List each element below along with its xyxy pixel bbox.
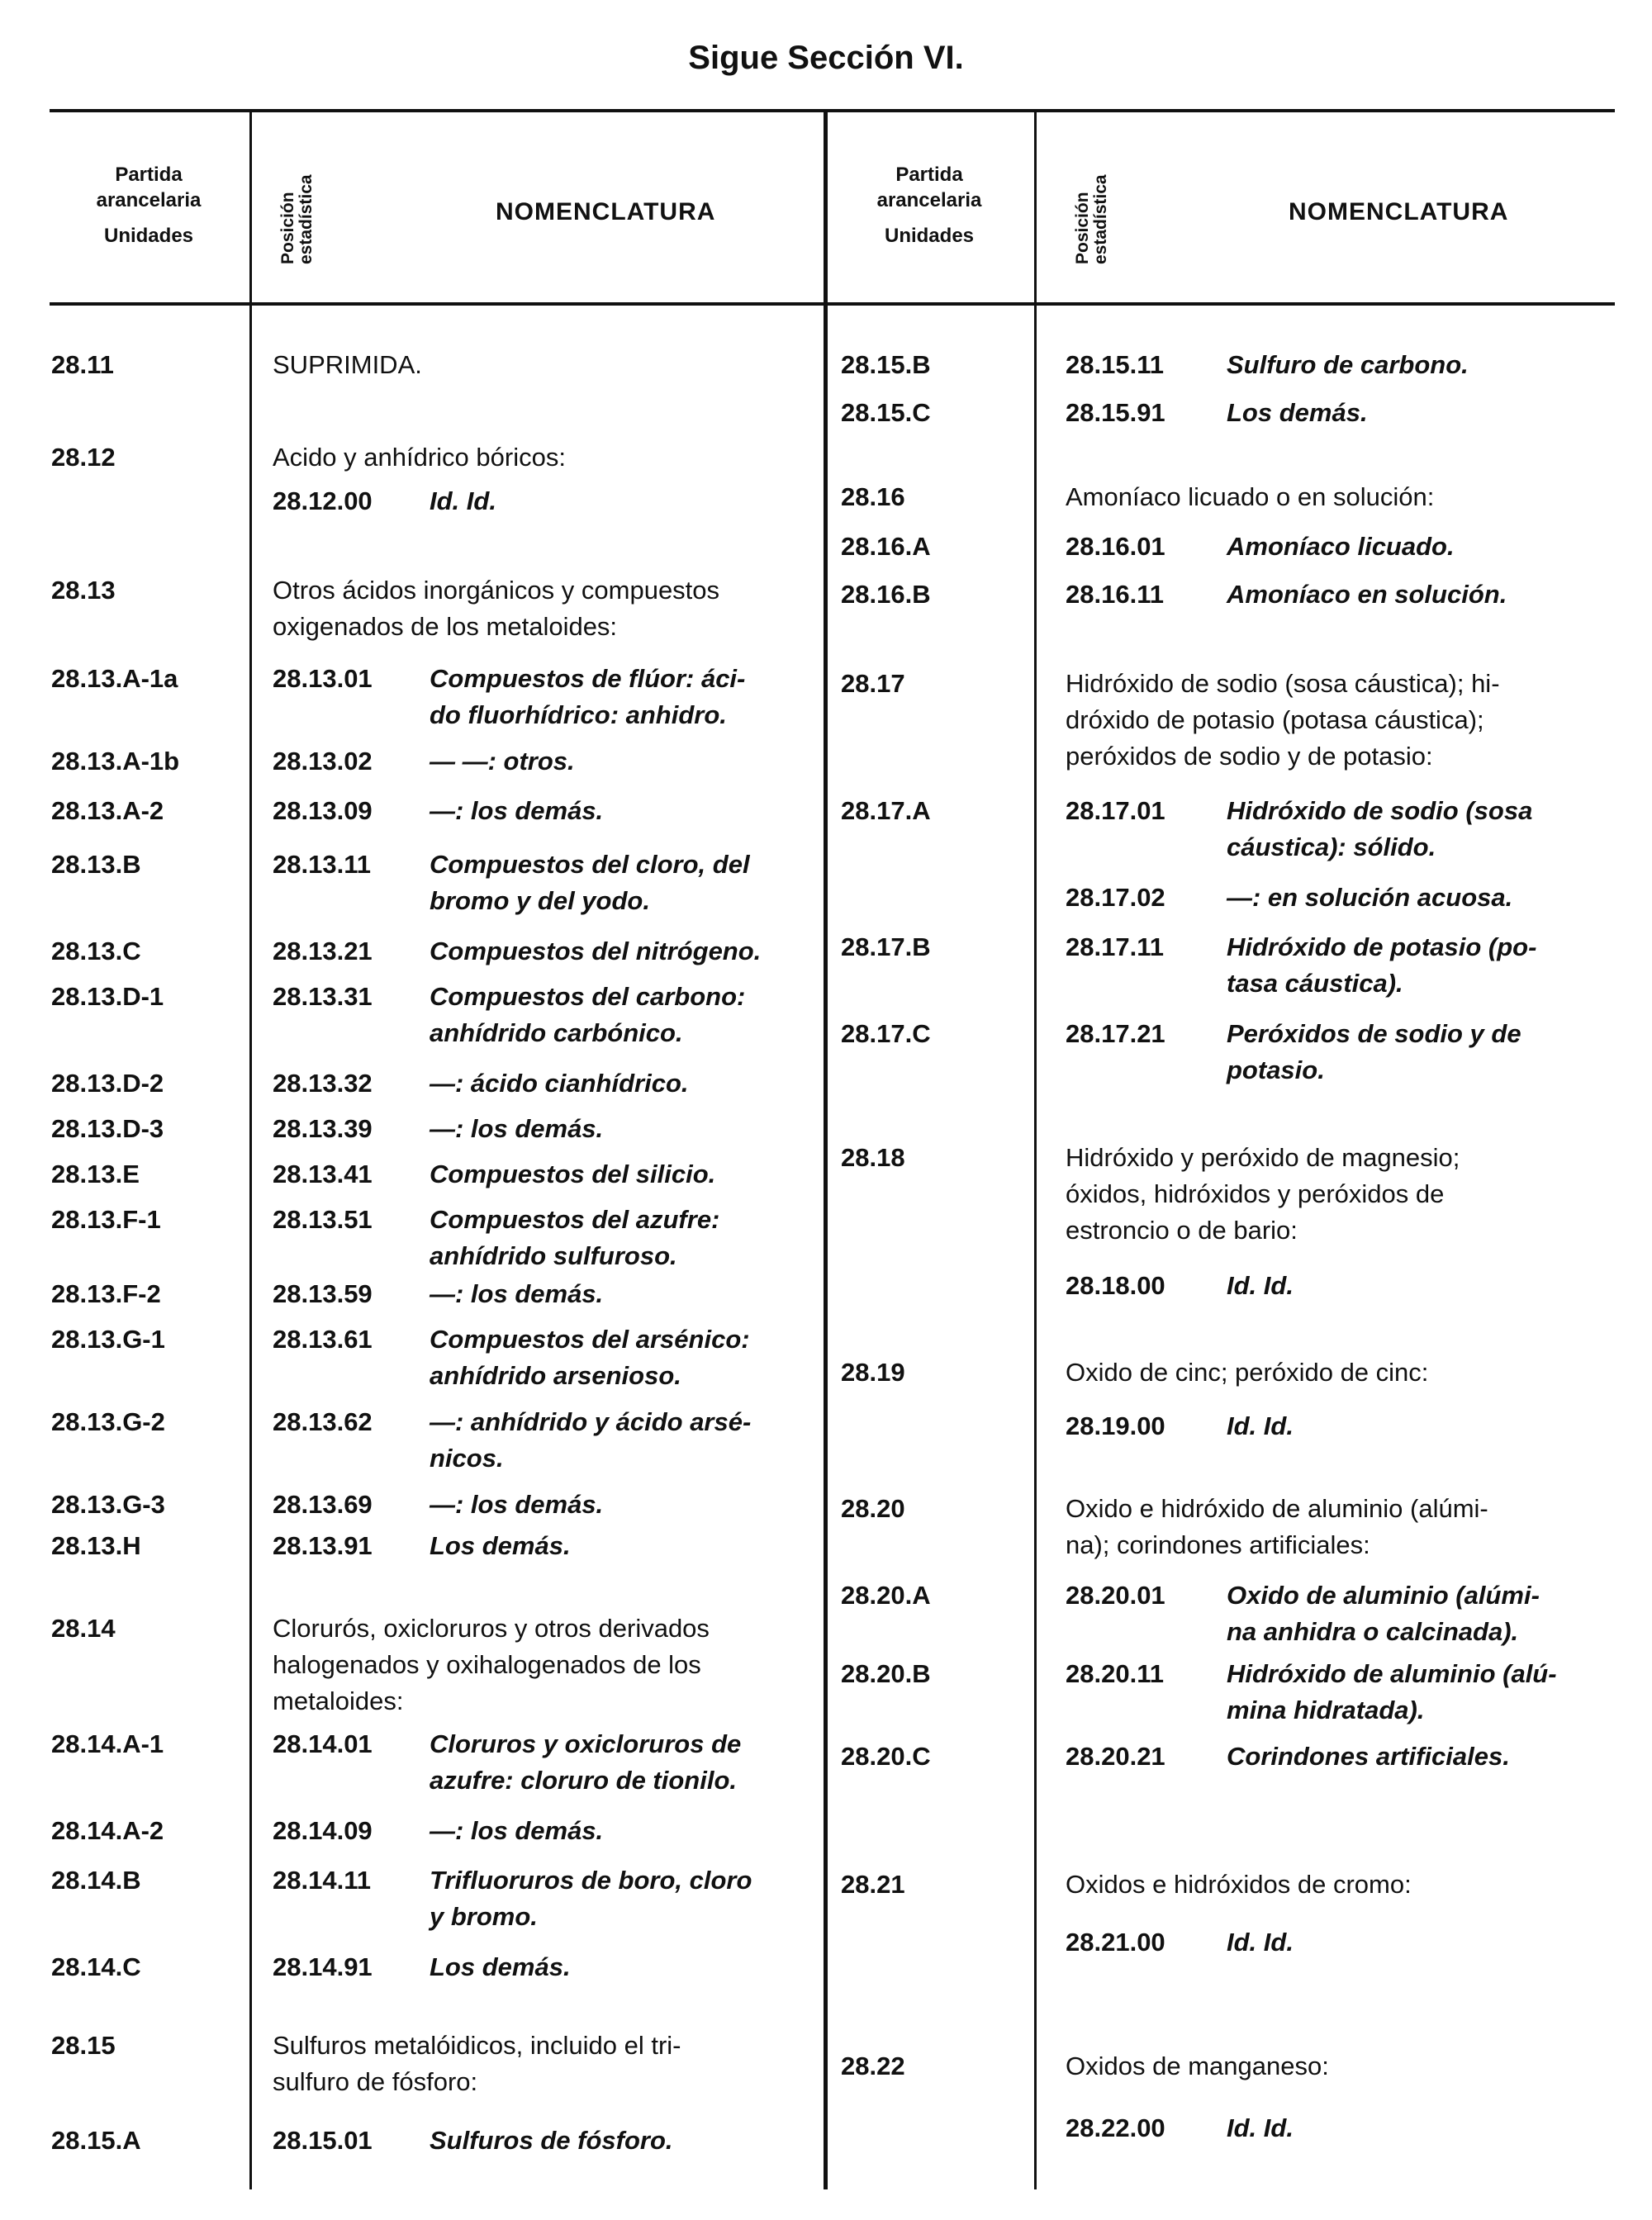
nomenclature-line: Hidróxido de sodio (sosa <box>1227 796 1533 825</box>
posicion-code: 28.17.21 <box>1066 1019 1165 1048</box>
nomenclature-text <box>1066 479 1611 515</box>
nomenclature-line: —: ácido cianhídrico. <box>430 1069 689 1098</box>
partida-code: 28.17 <box>841 669 905 698</box>
nomenclature-text <box>430 1404 809 1477</box>
nomenclature-text <box>1227 1656 1602 1729</box>
posicion-code: 28.18.00 <box>1066 1271 1165 1300</box>
nomenclature-text <box>430 1276 809 1312</box>
posicion-code: 28.13.62 <box>273 1407 373 1436</box>
partida-code: 28.13.A-1b <box>51 747 180 776</box>
posicion-code: 28.14.91 <box>273 1952 373 1981</box>
page-title: Sigue Sección VI. <box>688 40 964 76</box>
nomenclature-line: tasa cáustica). <box>1227 969 1403 998</box>
nomenclature-text <box>1227 1408 1602 1444</box>
nomenclature-line: Los demás. <box>430 1952 571 1981</box>
partida-code: 28.13.A-1a <box>51 664 178 693</box>
partida-code: 28.14.A-1 <box>51 1729 164 1758</box>
posicion-code: 28.14.09 <box>273 1816 373 1845</box>
nomenclature-line: —: los demás. <box>430 1279 604 1308</box>
nomenclature-line: —: los demás. <box>430 1114 604 1143</box>
partida-code: 28.17.B <box>841 932 931 961</box>
nomenclature-text <box>430 2123 809 2159</box>
partida-code: 28.14.C <box>51 1952 141 1981</box>
partida-code: 28.13.D-1 <box>51 982 164 1011</box>
posicion-code: 28.21.00 <box>1066 1928 1165 1957</box>
nomenclature-text <box>430 1726 809 1799</box>
nomenclature-line: Amoníaco licuado. <box>1227 532 1455 561</box>
posicion-code: 28.13.31 <box>273 982 373 1011</box>
posicion-code: 28.13.59 <box>273 1279 373 1308</box>
nomenclature-line: —: los demás. <box>430 1816 604 1845</box>
nomenclature-text <box>1227 1016 1602 1089</box>
nomenclature-text <box>430 483 809 519</box>
nomenclature-text <box>1227 2110 1602 2146</box>
partida-code: 28.13 <box>51 576 116 605</box>
partida-code: 28.19 <box>841 1358 905 1387</box>
nomenclature-line: Acido y anhídrico bóricos: <box>273 443 566 472</box>
posicion-code: 28.13.11 <box>273 850 371 879</box>
nomenclature-line: anhídrido arsenioso. <box>430 1361 681 1390</box>
partida-code: 28.14 <box>51 1614 116 1643</box>
posicion-code: 28.16.01 <box>1066 532 1165 561</box>
nomenclature-line: Sulfuro de carbono. <box>1227 350 1469 379</box>
nomenclature-text <box>1066 1491 1611 1563</box>
nomenclature-line: Oxidos de manganeso: <box>1066 2052 1329 2080</box>
nomenclature-text <box>1227 1924 1602 1961</box>
posicion-code: 28.22.00 <box>1066 2113 1165 2142</box>
posicion-code: 28.13.39 <box>273 1114 373 1143</box>
partida-code: 28.13.G-2 <box>51 1407 165 1436</box>
posicion-code: 28.17.11 <box>1066 932 1164 961</box>
partida-code: 28.13.D-2 <box>51 1069 164 1098</box>
nomenclature-line: Id. Id. <box>1227 1411 1294 1440</box>
posicion-code: 28.19.00 <box>1066 1411 1165 1440</box>
partida-code: 28.13.F-1 <box>51 1205 161 1234</box>
nomenclature-line: Compuestos del azufre: <box>430 1205 720 1234</box>
posicion-code: 28.13.51 <box>273 1205 373 1234</box>
nomenclature-line: estroncio o de bario: <box>1066 1216 1298 1245</box>
nomenclature-line: potasio. <box>1227 1055 1325 1084</box>
posicion-code: 28.15.01 <box>273 2126 373 2155</box>
nomenclature-text <box>1227 793 1602 866</box>
nomenclature-text <box>430 847 809 919</box>
nomenclature-line: — —: otros. <box>430 747 575 776</box>
nomenclature-text <box>1066 1140 1611 1249</box>
nomenclature-line: y bromo. <box>430 1902 538 1931</box>
posicion-code: 28.20.01 <box>1066 1581 1165 1610</box>
nomenclature-text <box>430 1862 809 1935</box>
nomenclature-line: —: los demás. <box>430 1490 604 1519</box>
nomenclature-line: metaloides: <box>273 1686 404 1715</box>
partida-code: 28.11 <box>51 350 114 379</box>
nomenclature-line: halogenados y oxihalogenados de los <box>273 1650 701 1679</box>
nomenclature-text <box>430 1202 809 1274</box>
posicion-code: 28.13.02 <box>273 747 373 776</box>
nomenclature-line: Peróxidos de sodio y de <box>1227 1019 1521 1048</box>
partida-code: 28.13.G-1 <box>51 1325 165 1354</box>
partida-code: 28.20.B <box>841 1659 931 1688</box>
partida-code: 28.17.A <box>841 796 931 825</box>
nomenclature-line: mina hidratada). <box>1227 1696 1425 1724</box>
nomenclature-line: Id. Id. <box>1227 1271 1294 1300</box>
nomenclature-text <box>273 347 805 383</box>
partida-code: 28.16.B <box>841 580 931 609</box>
nomenclature-text <box>430 979 809 1051</box>
nomenclature-line: Id. Id. <box>430 486 496 515</box>
divider-right-partida <box>1034 112 1037 2189</box>
nomenclature-line: Corindones artificiales. <box>1227 1742 1510 1771</box>
partida-code: 28.13.D-3 <box>51 1114 164 1143</box>
nomenclature-line: oxigenados de los metaloides: <box>273 612 618 641</box>
partida-code: 28.13.C <box>51 937 141 965</box>
posicion-code: 28.13.69 <box>273 1490 373 1519</box>
posicion-code: 28.13.21 <box>273 937 373 965</box>
nomenclature-text <box>430 1813 809 1849</box>
nomenclature-text <box>1066 1867 1611 1903</box>
nomenclature-line: do fluorhídrico: anhidro. <box>430 700 727 729</box>
partida-code: 28.14.A-2 <box>51 1816 164 1845</box>
nomenclature-line: Compuestos del carbono: <box>430 982 746 1011</box>
partida-code: 28.21 <box>841 1870 905 1899</box>
header-rule <box>50 302 1615 306</box>
partida-code: 28.20 <box>841 1494 905 1523</box>
nomenclature-line: SUPRIMIDA. <box>273 350 422 379</box>
nomenclature-text <box>1066 1354 1611 1391</box>
partida-code: 28.13.F-2 <box>51 1279 161 1308</box>
nomenclature-text <box>1227 395 1602 431</box>
partida-code: 28.22 <box>841 2052 905 2080</box>
nomenclature-line: Amoníaco licuado o en solución: <box>1066 482 1435 511</box>
nomenclature-text <box>273 439 805 476</box>
nomenclature-text <box>1227 929 1602 1002</box>
nomenclature-text <box>430 1528 809 1564</box>
nomenclature-text <box>430 1321 809 1394</box>
nomenclature-line: Sulfuros de fósforo. <box>430 2126 673 2155</box>
posicion-code: 28.17.02 <box>1066 883 1165 912</box>
nomenclature-text <box>1227 347 1602 383</box>
nomenclature-text <box>1227 880 1602 916</box>
nomenclature-text <box>273 572 805 645</box>
posicion-code: 28.20.21 <box>1066 1742 1165 1771</box>
nomenclature-line: Otros ácidos inorgánicos y compuestos <box>273 576 720 605</box>
nomenclature-line: na); corindones artificiales: <box>1066 1530 1370 1559</box>
posicion-code: 28.15.11 <box>1066 350 1164 379</box>
header-posicion-right: Posición estadística <box>1073 174 1110 264</box>
nomenclature-line: Sulfuros metalóidicos, incluido el tri- <box>273 2031 681 2060</box>
header-partida-left: Partida arancelaria Unidades <box>96 164 202 247</box>
nomenclature-line: Hidróxido de aluminio (alú- <box>1227 1659 1557 1688</box>
nomenclature-text <box>1227 1577 1602 1650</box>
posicion-code: 28.13.01 <box>273 664 373 693</box>
nomenclature-line: Trifluoruros de boro, cloro <box>430 1866 752 1895</box>
nomenclature-text <box>1227 529 1602 565</box>
nomenclature-line: nicos. <box>430 1444 504 1473</box>
nomenclature-line: Compuestos del silicio. <box>430 1160 716 1188</box>
nomenclature-line: azufre: cloruro de tionilo. <box>430 1766 738 1795</box>
partida-code: 28.13.B <box>51 850 141 879</box>
posicion-code: 28.13.61 <box>273 1325 373 1354</box>
partida-code: 28.13.A-2 <box>51 796 164 825</box>
header-nomenclatura-left: NOMENCLATURA <box>496 198 716 225</box>
nomenclature-text <box>1066 2048 1611 2085</box>
nomenclature-line: —: anhídrido y ácido arsé- <box>430 1407 752 1436</box>
partida-code: 28.13.H <box>51 1531 141 1560</box>
nomenclature-line: Id. Id. <box>1227 2113 1294 2142</box>
partida-code: 28.14.B <box>51 1866 141 1895</box>
partida-code: 28.20.A <box>841 1581 931 1610</box>
nomenclature-line: —: en solución acuosa. <box>1227 883 1513 912</box>
nomenclature-line: Amoníaco en solución. <box>1227 580 1507 609</box>
nomenclature-line: Compuestos del nitrógeno. <box>430 937 762 965</box>
posicion-code: 28.12.00 <box>273 486 373 515</box>
nomenclature-line: bromo y del yodo. <box>430 886 650 915</box>
nomenclature-line: Hidróxido y peróxido de magnesio; <box>1066 1143 1460 1172</box>
nomenclature-text <box>1227 1739 1602 1775</box>
nomenclature-line: cáustica): sólido. <box>1227 832 1436 861</box>
nomenclature-text <box>430 1156 809 1193</box>
nomenclature-line: na anhidra o calcinada). <box>1227 1617 1519 1646</box>
divider-center <box>824 112 828 2189</box>
partida-code: 28.15.B <box>841 350 931 379</box>
nomenclature-text <box>1227 1268 1602 1304</box>
nomenclature-line: Oxidos e hidróxidos de cromo: <box>1066 1870 1412 1899</box>
nomenclature-text <box>430 1065 809 1102</box>
posicion-code: 28.16.11 <box>1066 580 1164 609</box>
partida-code: 28.12 <box>51 443 116 472</box>
nomenclature-line: Hidróxido de sodio (sosa cáustica); hi- <box>1066 669 1500 698</box>
nomenclature-line: —: los demás. <box>430 796 604 825</box>
nomenclature-line: Compuestos de flúor: áci- <box>430 664 746 693</box>
nomenclature-text <box>273 1610 805 1720</box>
nomenclature-line: dróxido de potasio (potasa cáustica); <box>1066 705 1484 734</box>
posicion-code: 28.13.91 <box>273 1531 373 1560</box>
nomenclature-line: óxidos, hidróxidos y peróxidos de <box>1066 1179 1445 1208</box>
nomenclature-text <box>273 2028 805 2100</box>
nomenclature-text <box>430 743 809 780</box>
nomenclature-line: anhídrido sulfuroso. <box>430 1241 677 1270</box>
partida-code: 28.16 <box>841 482 905 511</box>
posicion-code: 28.17.01 <box>1066 796 1165 825</box>
posicion-code: 28.13.32 <box>273 1069 373 1098</box>
partida-code: 28.15.A <box>51 2126 141 2155</box>
nomenclature-text <box>430 661 809 733</box>
nomenclature-line: Compuestos del cloro, del <box>430 850 750 879</box>
nomenclature-line: Oxido e hidróxido de aluminio (alúmi- <box>1066 1494 1488 1523</box>
partida-code: 28.13.E <box>51 1160 140 1188</box>
nomenclature-line: Hidróxido de potasio (po- <box>1227 932 1537 961</box>
header-nomenclatura-right: NOMENCLATURA <box>1289 198 1509 225</box>
nomenclature-text <box>1227 576 1602 613</box>
nomenclature-line: Oxido de cinc; peróxido de cinc: <box>1066 1358 1429 1387</box>
partida-code: 28.15 <box>51 2031 116 2060</box>
posicion-code: 28.14.01 <box>273 1729 373 1758</box>
nomenclature-text <box>430 1487 809 1523</box>
nomenclature-line: Los demás. <box>1227 398 1368 427</box>
partida-code: 28.17.C <box>841 1019 931 1048</box>
header-posicion-left: Posición estadística <box>278 174 316 264</box>
nomenclature-text <box>430 1949 809 1985</box>
posicion-code: 28.13.41 <box>273 1160 373 1188</box>
posicion-code: 28.20.11 <box>1066 1659 1164 1688</box>
nomenclature-line: Clorurós, oxicloruros y otros derivados <box>273 1614 710 1643</box>
nomenclature-line: Cloruros y oxicloruros de <box>430 1729 742 1758</box>
nomenclature-line: peróxidos de sodio y de potasio: <box>1066 742 1433 771</box>
nomenclature-line: anhídrido carbónico. <box>430 1018 683 1047</box>
nomenclature-line: Oxido de aluminio (alúmi- <box>1227 1581 1540 1610</box>
nomenclature-text <box>430 933 809 970</box>
posicion-code: 28.14.11 <box>273 1866 371 1895</box>
partida-code: 28.18 <box>841 1143 905 1172</box>
posicion-code: 28.13.09 <box>273 796 373 825</box>
nomenclature-text <box>430 1111 809 1147</box>
nomenclature-line: sulfuro de fósforo: <box>273 2067 478 2096</box>
partida-code: 28.20.C <box>841 1742 931 1771</box>
partida-code: 28.15.C <box>841 398 931 427</box>
nomenclature-line: Los demás. <box>430 1531 571 1560</box>
nomenclature-text <box>1066 666 1611 775</box>
nomenclature-text <box>430 793 809 829</box>
posicion-code: 28.15.91 <box>1066 398 1165 427</box>
divider-left-partida <box>249 112 252 2189</box>
partida-code: 28.16.A <box>841 532 931 561</box>
header-partida-right: Partida arancelaria Unidades <box>876 164 982 247</box>
top-rule <box>50 109 1615 112</box>
nomenclature-line: Id. Id. <box>1227 1928 1294 1957</box>
partida-code: 28.13.G-3 <box>51 1490 165 1519</box>
nomenclature-line: Compuestos del arsénico: <box>430 1325 750 1354</box>
